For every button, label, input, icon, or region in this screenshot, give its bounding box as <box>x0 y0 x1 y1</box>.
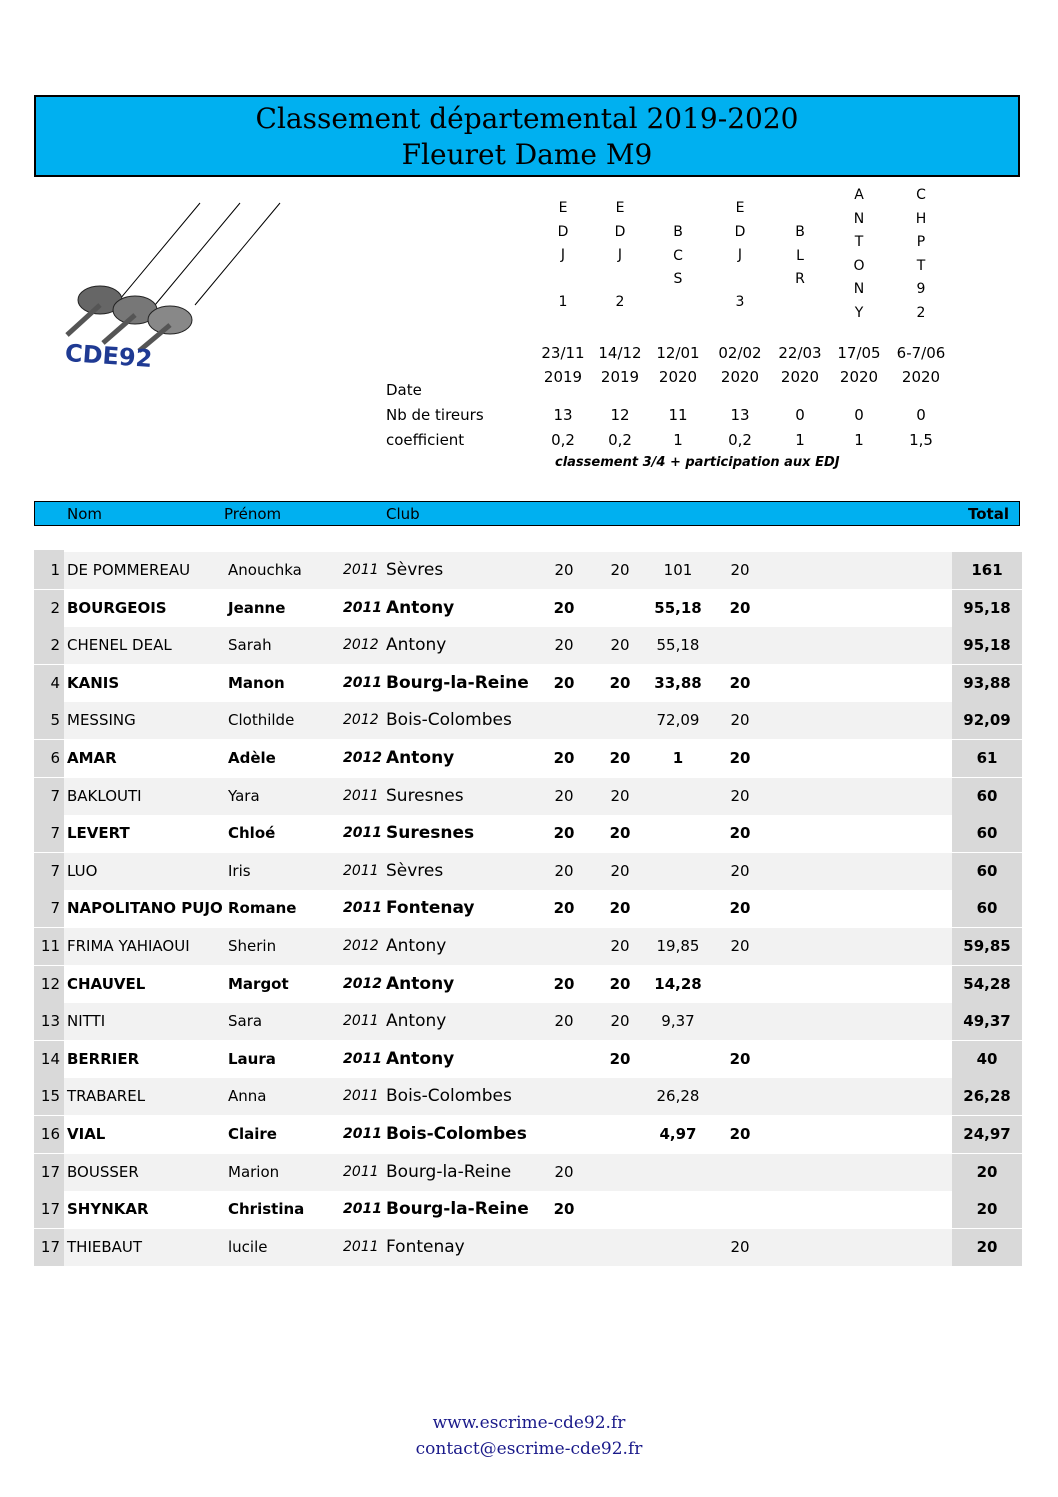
competition-code-letter: R <box>795 271 805 287</box>
table-row <box>34 1078 1022 1115</box>
edj1-points-cell: 20 <box>554 561 574 579</box>
edj3-points-cell: 20 <box>729 899 751 918</box>
cde92-logo <box>55 195 295 380</box>
competition-date2: 2020 <box>839 368 879 386</box>
rank-cell: 17 <box>34 1154 64 1191</box>
edj2-points-cell: 20 <box>610 786 630 805</box>
edj1-points-cell: 20 <box>554 1012 574 1031</box>
prenom-cell: Laura <box>228 1049 276 1068</box>
nom-cell: THIEBAUT <box>67 1237 143 1256</box>
rank-cell: 2 <box>34 590 64 627</box>
competition-date1: 14/12 <box>598 344 642 362</box>
bcs-points-cell: 19,85 <box>656 937 700 955</box>
bcs-points-cell: 55,18 <box>654 598 702 617</box>
competition-tireurs: 0 <box>916 406 926 424</box>
club-cell: Antony <box>386 748 455 768</box>
competition-coef: 1 <box>854 431 864 449</box>
date-label: Date <box>386 381 422 399</box>
table-row <box>34 1116 1022 1153</box>
edj1-points-cell: 20 <box>553 598 575 617</box>
table-row <box>34 627 1022 664</box>
footer <box>0 1410 1058 1462</box>
club-cell: Antony <box>386 973 455 994</box>
competition-date2: 2019 <box>543 368 583 386</box>
bcs-points-cell: 26,28 <box>656 1087 700 1106</box>
year-cell: 2011 <box>343 825 382 842</box>
prenom-cell: Manon <box>228 673 285 692</box>
table-row <box>34 1191 1022 1228</box>
rank-cell: 12 <box>34 966 64 1003</box>
nom-cell: LUO <box>67 861 98 880</box>
bcs-points-cell: 14,28 <box>654 974 702 993</box>
edj3-points-cell: 20 <box>729 1125 751 1143</box>
competition-tireurs: 0 <box>795 406 805 424</box>
nom-cell: CHAUVEL <box>67 974 146 993</box>
table-row <box>34 740 1022 777</box>
competition-code-letter: E <box>615 200 625 216</box>
rank-cell: 17 <box>34 1191 64 1228</box>
total-cell: 59,85 <box>952 928 1022 965</box>
rank-cell: 15 <box>34 1078 64 1115</box>
edj2-points-cell: 20 <box>609 974 631 993</box>
edj2-points-cell: 20 <box>609 1049 631 1068</box>
table-row <box>34 966 1022 1003</box>
prenom-cell: Jeanne <box>228 598 286 617</box>
edj3-points-cell: 20 <box>730 561 750 579</box>
prenom-cell: Clothilde <box>228 711 295 730</box>
year-cell: 2011 <box>343 862 379 879</box>
footer-site-link[interactable]: www.escrime-cde92.fr <box>432 1413 626 1433</box>
nom-cell: NAPOLITANO PUJO <box>67 899 223 918</box>
year-cell: 2012 <box>343 938 379 954</box>
club-cell: Antony <box>386 936 447 956</box>
coef-label: coefficient <box>386 431 465 449</box>
prenom-cell: Claire <box>228 1125 277 1143</box>
competition-code-letter: O <box>853 257 865 274</box>
competition-code-letter: N <box>853 210 865 227</box>
year-cell: 2011 <box>343 1163 379 1180</box>
club-cell: Bourg-la-Reine <box>386 672 529 693</box>
bcs-points-cell: 55,18 <box>656 636 700 655</box>
total-cell: 60 <box>952 778 1022 815</box>
competition-code-letter: D <box>557 223 569 240</box>
rank-cell: 6 <box>34 740 64 777</box>
edj3-points-cell: 20 <box>730 786 750 805</box>
edj2-points-cell: 20 <box>610 636 630 655</box>
total-cell: 54,28 <box>952 966 1022 1003</box>
competition-coef: 1,5 <box>909 431 933 449</box>
prenom-cell: Adèle <box>228 749 276 767</box>
competition-date2: 2020 <box>658 368 698 386</box>
club-cell: Fontenay <box>386 898 475 919</box>
rank-cell: 14 <box>34 1041 64 1078</box>
edj3-points-cell: 20 <box>730 937 750 955</box>
competition-code-letter: A <box>854 187 864 203</box>
edj3-points-cell: 20 <box>729 1049 751 1068</box>
table-row <box>34 1003 1022 1040</box>
competition-code-letter: C <box>916 187 926 203</box>
table-row <box>34 815 1022 852</box>
total-cell: 20 <box>952 1191 1022 1228</box>
nom-cell: LEVERT <box>67 824 130 843</box>
club-cell: Bois-Colombes <box>386 710 512 731</box>
competition-date1: 17/05 <box>837 344 881 362</box>
club-cell: Antony <box>386 597 455 618</box>
edj3-points-cell: 20 <box>729 598 751 617</box>
club-cell: Antony <box>386 1048 455 1069</box>
table-row <box>34 1041 1022 1078</box>
edj3-points-cell: 20 <box>729 673 751 692</box>
competition-tireurs: 13 <box>553 406 573 424</box>
table-row <box>34 590 1022 627</box>
bcs-points-cell: 101 <box>663 561 693 579</box>
total-cell: 95,18 <box>952 590 1022 627</box>
competition-date1: 12/01 <box>656 344 700 362</box>
nom-cell: FRIMA YAHIAOUI <box>67 937 190 955</box>
prenom-cell: Anna <box>228 1087 267 1106</box>
edj1-points-cell: 20 <box>554 786 574 805</box>
rank-cell: 4 <box>34 665 64 702</box>
year-cell: 2011 <box>343 674 382 691</box>
total-cell: 93,88 <box>952 665 1022 702</box>
competition-coef: 0,2 <box>608 431 632 449</box>
edj1-points-cell: 20 <box>553 673 575 692</box>
edj2-points-cell: 20 <box>609 899 631 918</box>
col-total: Total <box>968 505 1009 523</box>
prenom-cell: Yara <box>228 786 260 805</box>
edj3-points-cell: 20 <box>730 1237 750 1256</box>
total-cell: 60 <box>952 890 1022 927</box>
competition-coef: 1 <box>673 431 683 449</box>
bcs-points-cell: 33,88 <box>654 673 702 692</box>
total-cell: 20 <box>952 1154 1022 1191</box>
club-cell: Bourg-la-Reine <box>386 1199 529 1220</box>
prenom-cell: Sarah <box>228 636 272 655</box>
competition-date1: 22/03 <box>778 344 822 362</box>
prenom-cell: Iris <box>228 861 251 880</box>
edj2-points-cell: 20 <box>610 1012 630 1031</box>
rank-cell: 2 <box>34 627 64 664</box>
club-cell: Suresnes <box>386 785 464 806</box>
club-cell: Sèvres <box>386 860 444 881</box>
nom-cell: SHYNKAR <box>67 1200 149 1219</box>
club-cell: Antony <box>386 1011 447 1032</box>
competition-code-letter: Y <box>854 304 864 321</box>
edj2-points-cell: 20 <box>610 937 630 955</box>
total-cell: 24,97 <box>952 1116 1022 1153</box>
rank-cell: 7 <box>34 853 64 890</box>
total-cell: 92,09 <box>952 702 1022 739</box>
table-row <box>34 1229 1022 1266</box>
nom-cell: AMAR <box>67 749 117 767</box>
bcs-points-cell: 4,97 <box>659 1125 697 1143</box>
competition-date2: 2020 <box>780 368 820 386</box>
year-cell: 2011 <box>343 1013 379 1030</box>
club-cell: Fontenay <box>386 1236 465 1257</box>
competition-code-letter: C <box>673 247 683 264</box>
nom-cell: BOURGEOIS <box>67 598 167 617</box>
competition-code-letter: N <box>853 281 865 297</box>
competition-coef: 0,2 <box>551 431 575 449</box>
competition-coef: 0,2 <box>728 431 752 449</box>
prenom-cell: Chloé <box>228 824 276 843</box>
table-row <box>34 665 1022 702</box>
year-cell: 2011 <box>343 1126 382 1142</box>
legend-note: classement 3/4 + participation aux EDJ <box>555 455 840 470</box>
total-cell: 40 <box>952 1041 1022 1078</box>
tireurs-label: Nb de tireurs <box>386 406 484 424</box>
table-row <box>34 890 1022 927</box>
prenom-cell: Christina <box>228 1200 305 1219</box>
club-cell: Bourg-la-Reine <box>386 1161 512 1182</box>
competition-date1: 02/02 <box>718 344 762 362</box>
year-cell: 2011 <box>343 1088 379 1105</box>
total-cell: 95,18 <box>952 627 1022 664</box>
year-cell: 2012 <box>343 712 379 729</box>
edj1-points-cell: 20 <box>554 636 574 655</box>
year-cell: 2012 <box>343 750 382 766</box>
col-nom: Nom <box>67 505 103 523</box>
nom-cell: CHENEL DEAL <box>67 636 172 655</box>
edj1-points-cell: 20 <box>553 899 575 918</box>
year-cell: 2011 <box>343 562 379 578</box>
year-cell: 2011 <box>343 1201 382 1218</box>
competition-code-letter: 3 <box>735 294 745 310</box>
table-row <box>34 702 1022 739</box>
edj3-points-cell: 20 <box>730 861 750 880</box>
competition-code-letter: T <box>916 257 926 274</box>
total-cell: 60 <box>952 853 1022 890</box>
nom-cell: DE POMMEREAU <box>67 561 191 579</box>
competition-code-letter: 9 <box>916 281 926 297</box>
edj2-points-cell: 20 <box>610 861 630 880</box>
total-cell: 61 <box>952 740 1022 777</box>
nom-cell: BAKLOUTI <box>67 786 142 805</box>
competition-date1: 6-7/06 <box>896 344 946 362</box>
nom-cell: BOUSSER <box>67 1162 139 1181</box>
nom-cell: MESSING <box>67 711 136 730</box>
club-cell: Sèvres <box>386 560 444 580</box>
total-cell: 60 <box>952 815 1022 852</box>
competition-code-letter: J <box>617 247 623 263</box>
year-cell: 2011 <box>343 599 382 616</box>
page-subtitle: Fleuret Dame M9 <box>401 138 653 171</box>
competition-code-letter: 1 <box>558 294 568 310</box>
rank-cell: 7 <box>34 815 64 852</box>
bcs-points-cell: 1 <box>672 749 684 767</box>
prenom-cell: Sherin <box>228 937 277 955</box>
title-banner <box>34 95 1020 177</box>
table-row <box>34 552 1022 589</box>
prenom-cell: Anouchka <box>228 561 302 579</box>
table-row <box>34 928 1022 965</box>
competition-code-letter: H <box>915 210 927 227</box>
competition-code-letter: B <box>795 224 805 240</box>
page-title: Classement départemental 2019-2020 <box>255 102 799 135</box>
competition-tireurs: 11 <box>668 406 688 424</box>
competition-code-letter: J <box>737 247 743 263</box>
edj3-points-cell: 20 <box>729 749 751 767</box>
rank-cell: 17 <box>34 1229 64 1266</box>
competition-tireurs: 12 <box>610 406 630 424</box>
prenom-cell: Marion <box>228 1162 280 1181</box>
table-row <box>34 1154 1022 1191</box>
col-club: Club <box>386 505 420 523</box>
competition-date2: 2019 <box>600 368 640 386</box>
rank-cell: 7 <box>34 778 64 815</box>
edj2-points-cell: 20 <box>609 749 631 767</box>
year-cell: 2011 <box>343 1238 379 1255</box>
footer-contact-link[interactable]: contact@escrime-cde92.fr <box>415 1439 643 1459</box>
year-cell: 2012 <box>343 975 382 992</box>
column-header <box>34 501 1020 526</box>
year-cell: 2012 <box>343 637 379 654</box>
nom-cell: TRABAREL <box>67 1087 146 1106</box>
bcs-points-cell: 9,37 <box>661 1012 695 1031</box>
edj1-points-cell: 20 <box>553 824 575 843</box>
rank-cell: 13 <box>34 1003 64 1040</box>
nom-cell: BERRIER <box>67 1049 140 1068</box>
competition-date1: 23/11 <box>541 344 585 362</box>
competition-code-letter: 2 <box>916 304 926 321</box>
total-cell: 20 <box>952 1229 1022 1266</box>
year-cell: 2011 <box>343 787 379 804</box>
competition-code-letter: J <box>560 247 566 263</box>
competition-coef: 1 <box>795 431 805 449</box>
competition-tireurs: 0 <box>854 406 864 424</box>
prenom-cell: Sara <box>228 1012 263 1031</box>
rank-cell: 5 <box>34 702 64 739</box>
edj3-points-cell: 20 <box>729 824 751 843</box>
prenom-cell: lucile <box>228 1237 268 1256</box>
nom-cell: VIAL <box>67 1125 106 1143</box>
table-row <box>34 778 1022 815</box>
rank-cell: 16 <box>34 1116 64 1153</box>
club-cell: Suresnes <box>386 823 475 844</box>
logo-text: CDE92 <box>64 338 154 374</box>
total-cell: 49,37 <box>952 1003 1022 1040</box>
year-cell: 2011 <box>343 900 382 917</box>
competition-code-letter: E <box>735 200 745 216</box>
competition-code-letter: P <box>916 234 926 250</box>
competition-code-letter: T <box>854 234 864 250</box>
competition-date2: 2020 <box>720 368 760 386</box>
competition-code-letter: E <box>558 200 568 216</box>
nom-cell: NITTI <box>67 1012 106 1031</box>
edj1-points-cell: 20 <box>553 1200 575 1219</box>
edj2-points-cell: 20 <box>609 673 631 692</box>
edj1-points-cell: 20 <box>554 1162 574 1181</box>
rank-cell: 11 <box>34 928 64 965</box>
club-cell: Antony <box>386 635 447 656</box>
total-cell: 161 <box>952 552 1022 589</box>
prenom-cell: Margot <box>228 974 289 993</box>
club-cell: Bois-Colombes <box>386 1086 512 1107</box>
competition-code-letter: D <box>734 223 746 240</box>
competition-tireurs: 13 <box>730 406 750 424</box>
competition-code-letter: B <box>673 224 683 240</box>
nom-cell: KANIS <box>67 673 120 692</box>
competition-code-letter: D <box>614 223 626 240</box>
rank-cell: 7 <box>34 890 64 927</box>
club-cell: Bois-Colombes <box>386 1124 527 1144</box>
edj1-points-cell: 20 <box>554 861 574 880</box>
table-row <box>34 853 1022 890</box>
edj1-points-cell: 20 <box>553 749 575 767</box>
prenom-cell: Romane <box>228 899 297 918</box>
competition-code-letter: S <box>673 271 683 287</box>
competition-code-letter: 2 <box>615 294 625 310</box>
edj1-points-cell: 20 <box>553 974 575 993</box>
edj2-points-cell: 20 <box>610 561 630 579</box>
bcs-points-cell: 72,09 <box>656 711 700 730</box>
col-prenom: Prénom <box>224 505 282 523</box>
competition-code-letter: L <box>796 247 804 264</box>
rank-cell: 1 <box>34 552 64 589</box>
competition-date2: 2020 <box>901 368 941 386</box>
edj3-points-cell: 20 <box>730 711 750 730</box>
total-cell: 26,28 <box>952 1078 1022 1115</box>
year-cell: 2011 <box>343 1050 382 1067</box>
edj2-points-cell: 20 <box>609 824 631 843</box>
